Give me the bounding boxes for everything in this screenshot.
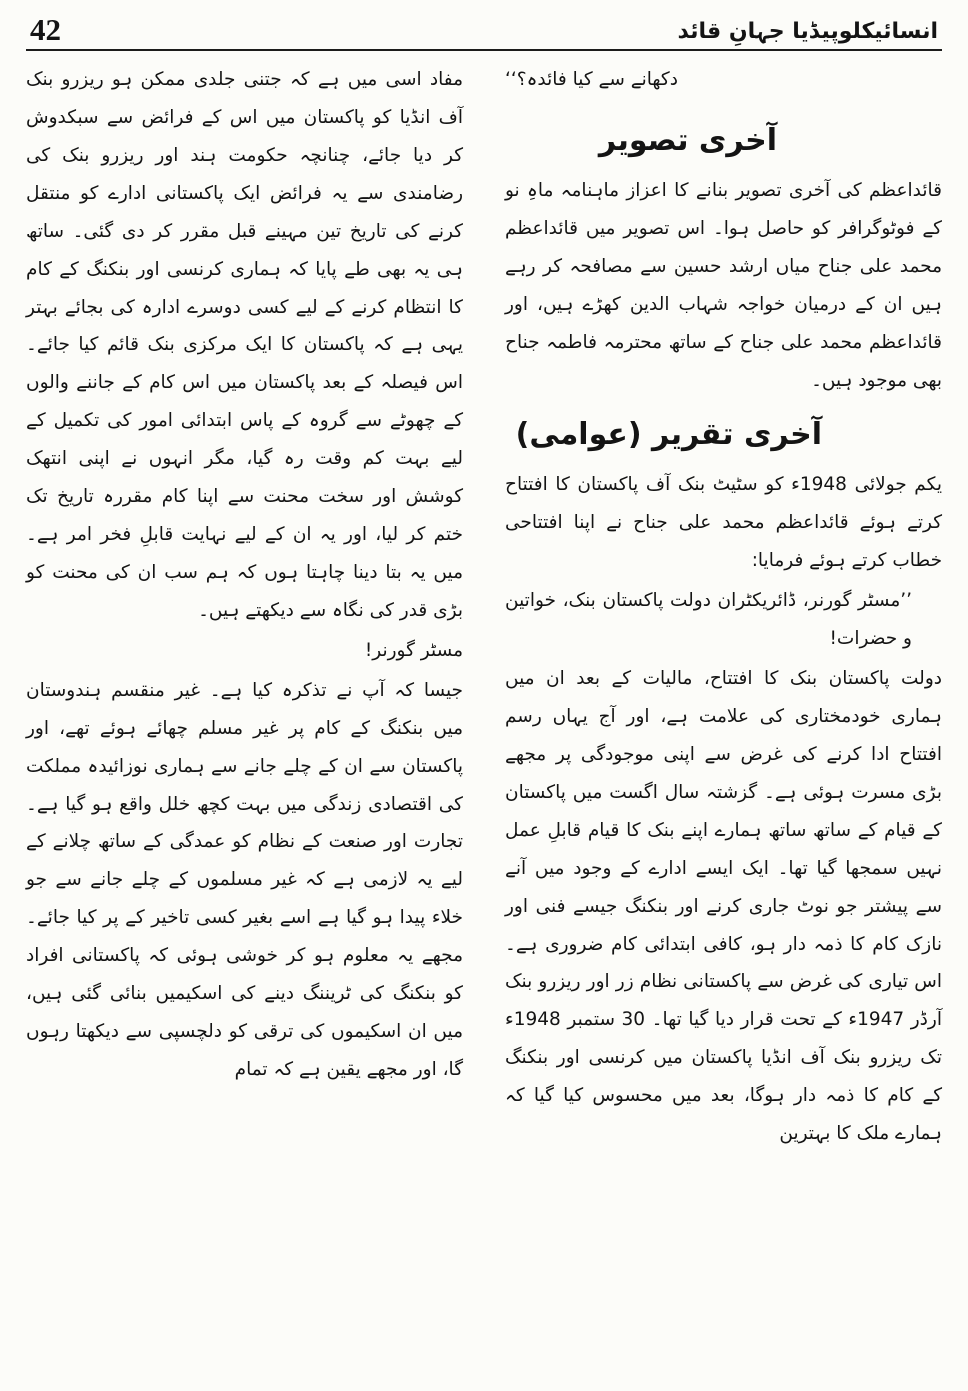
book-title: انسائیکلوپیڈیا جہانِ قائد <box>677 18 938 44</box>
quote-tail-line: دکھانے سے کیا فائدہ؟‘‘ <box>505 69 678 90</box>
speech-intro-paragraph: یکم جولائی 1948ء کو سٹیٹ بنک آف پاکستان کا افتتاح کرتے ہوئے قائداعظم محمد علی جناح نے اپنا افتتاحی خطاب کرتے ہوئے فرمایا: <box>505 474 942 572</box>
speech-paragraph: دولت پاکستان بنک کا افتتاح، مالیات کے بعد ان میں ہماری خودمختاری کی علامت ہے، اور آج یہاں رسم افتتاح ادا کرنے کی غرض سے اپنی موجودگی پر مجھے بڑی مسرت ہوئی ہے۔ گزشتہ سال اگست میں پاکستان کے قیام کے ساتھ ساتھ ہمارے اپنے بنک کا قیام قابلِ عمل نہیں سمجھا گیا تھا۔ ایک ایسے ادارے کے وجود میں آنے سے پیشتر جو نوٹ جاری کرنے اور بنکنگ جیسے فنی اور نازک کام کا ذمہ دار ہو، کافی ابتدائی کام ضروری ہے۔ اس تیاری کی غرض سے پاکستانی نظام زر اور ریزرو بنک آرڈر 1947ء کے تحت قرار دیا گیا تھا۔ 30 ستمبر 1948ء تک ریزرو بنک آف انڈیا پاکستان میں کرنسی اور بنکنگ کے کام کا ذمہ دار ہوگا، بعد میں محسوس کیا گیا کہ ہمارے ملک کا بہترین <box>505 668 942 1145</box>
heading-last-picture: آخری تصویر <box>598 122 777 158</box>
closing-paragraph: جیسا کہ آپ نے تذکرہ کیا ہے۔ غیر منقسم ہندوستان میں بنکنگ کے کام پر غیر مسلم چھائے ہوئے تھے، اور پاکستان سے ان کے چلے جانے سے ہماری نوزائیدہ مملکت کی اقتصادی زندگی میں بہت کچھ خلل واقع ہو گیا ہے۔ تجارت اور صنعت کے نظام کو عمدگی کے ساتھ چلانے کے لیے یہ لازمی ہے کہ غیر مسلموں کے چلے جانے سے جو خلاء پیدا ہو گیا ہے اسے بغیر کسی تاخیر کے پر کیا جائے۔ مجھے یہ معلوم ہو کر خوشی ہوئی کہ پاکستانی افراد کو بنکنگ کی ٹریننگ دینے کی اسکیمیں بنائی گئی ہیں، میں ان اسکیموں کی ترقی کو دلچسپی سے دیکھتا رہوں گا، اور مجھے یقین ہے کہ تمام <box>26 679 463 1080</box>
speech-salutation: ’’مسٹر گورنر، ڈائریکٹران دولت پاکستان بنک، خواتین و حضرات! <box>505 590 912 650</box>
continuation-paragraph: مفاد اسی میں ہے کہ جتنی جلدی ممکن ہو ریزرو بنک آف انڈیا کو پاکستان میں اس کے فرائض سے سبکدوش کر دیا جائے، چنانچہ حکومت ہند اور ریزرو بنک کی رضامندی سے یہ فرائض ایک پاکستانی ادارے کو منتقل کرنے کی تاریخ تین مہینے قبل مقرر کر دی گئی۔ ساتھ ہی یہ بھی طے پایا کہ ہماری کرنسی اور بنکنگ کے کام کا انتظام کرنے کے لیے کسی دوسرے ادارہ کی بجائے بہتر یہی ہے کہ پاکستان کا ایک مرکزی بنک قائم کیا جائے۔ اس فیصلہ کے بعد پاکستان میں اس کام کے جاننے والوں کے چھوٹے سے گروہ کے پاس ابتدائی امور کی تکمیل کے لیے بہت کم وقت رہ گیا، مگر انہوں نے اپنی انتھک کوشش اور سخت محنت سے اپنا کام مقررہ تاریخ تک ختم کر لیا، اور یہ ان کے لیے نہایت قابلِ فخر امر ہے۔ میں یہ بتا دینا چاہتا ہوں کہ ہم سب ان کی محنت کو بڑی قدر کی نگاہ سے دیکھتے ہیں۔ <box>26 69 463 621</box>
page-number: 42 <box>30 12 61 47</box>
text-columns <box>26 61 942 1155</box>
heading-last-speech: آخری تقریر (عوامی) <box>515 417 822 453</box>
right-column <box>505 61 942 1155</box>
last-picture-paragraph: قائداعظم کی آخری تصویر بنانے کا اعزاز ماہنامہ ماہِ نو کے فوٹوگرافر کو حاصل ہوا۔ اس تصویر میں قائداعظم محمد علی جناح میاں ارشد حسین سے مصافحہ کر رہے ہیں ان کے درمیان خواجہ شہاب الدین کھڑے ہیں، اور قائداعظم محمد علی جناح کے ساتھ محترمہ فاطمہ جناح بھی موجود ہیں۔ <box>505 179 942 391</box>
left-column <box>26 61 463 1155</box>
governor-salutation-line: مسٹر گورنر! <box>364 639 463 661</box>
page-header <box>26 14 942 51</box>
